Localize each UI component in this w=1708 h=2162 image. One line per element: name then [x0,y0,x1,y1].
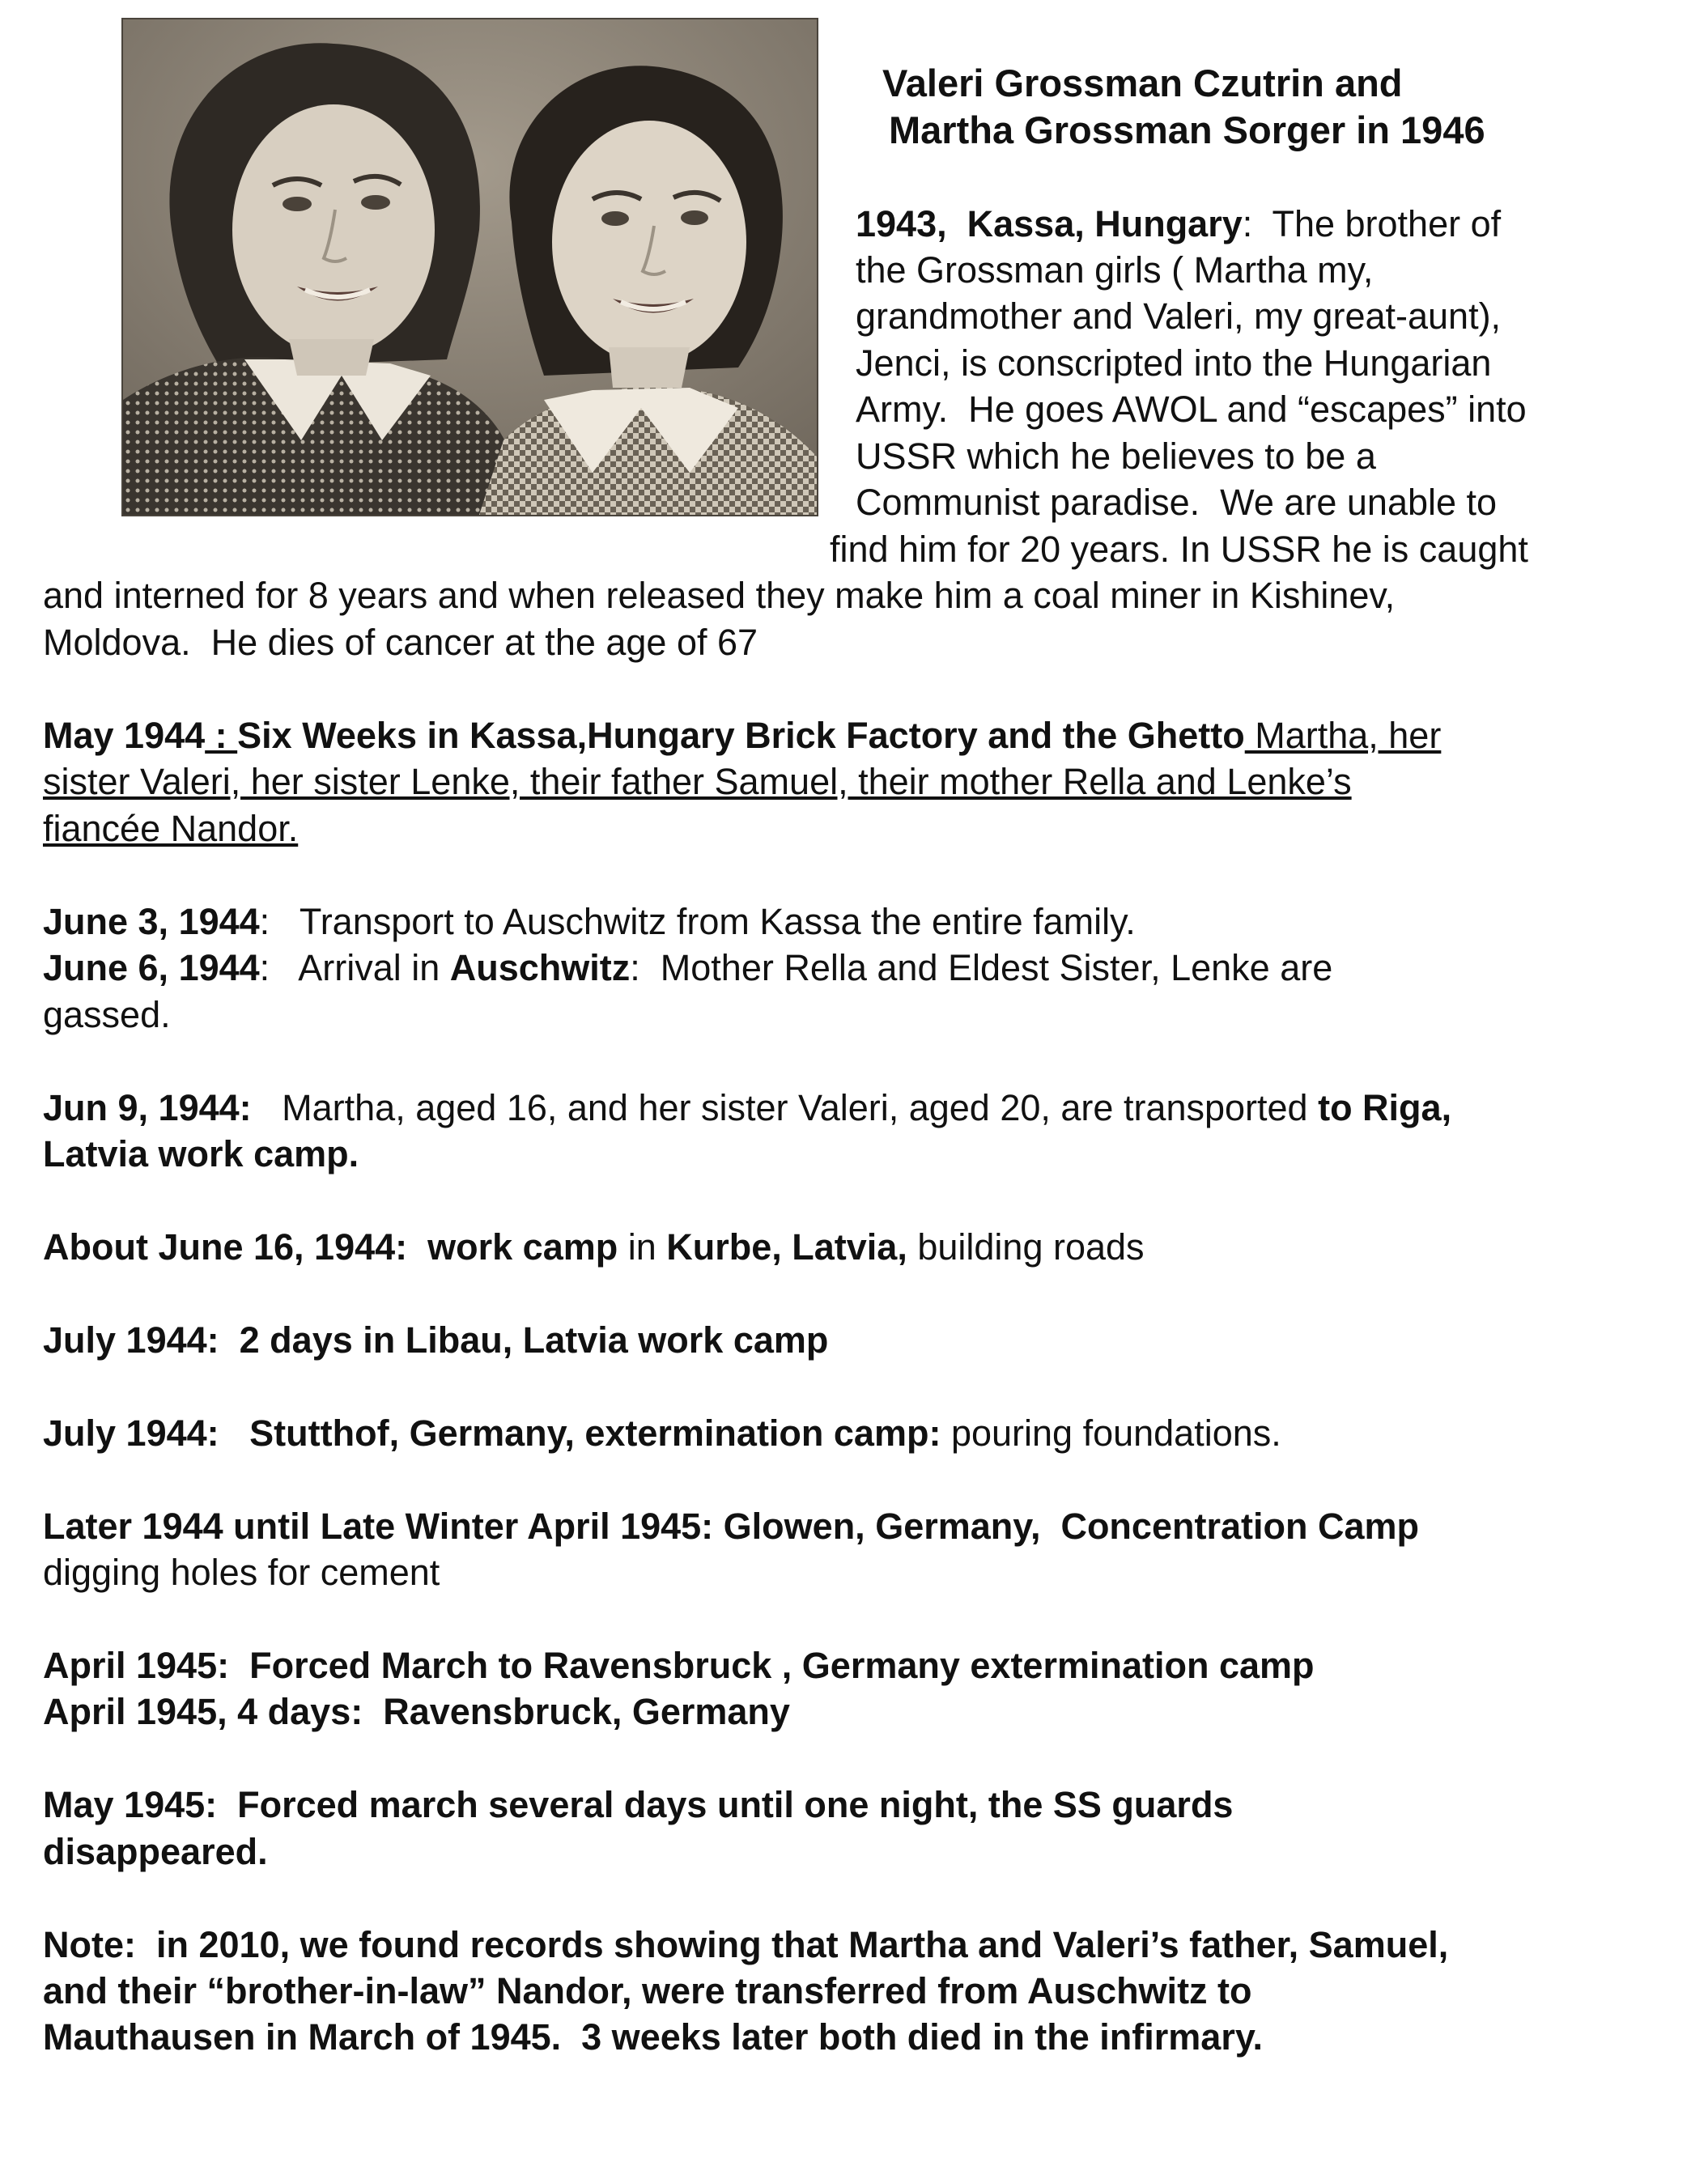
entry-june-6-date: June 6, 1944 [43,947,260,988]
entry-may-1945-line-2: disappeared. [43,1831,268,1872]
entry-july-stutthof-post: pouring foundations. [941,1412,1281,1454]
entry-april-1945-line-2: April 1945, 4 days: Ravensbruck, Germany [43,1691,790,1732]
entry-june-6-pre: Arrival in [270,947,450,988]
entry-jun-9-1944-line-1 [43,1085,1451,1132]
entry-may-1944-line-1 [43,712,1441,759]
portrait-photo [121,18,818,516]
entry-jun-9-1944-line-2: Latvia work camp. [43,1133,359,1174]
entry-later-1944-line-1: Later 1944 until Late Winter April 1945: Glowen, Germany, Concentration Camp [43,1506,1419,1547]
entry-june-6-1944-line-1 [43,945,1332,992]
entry-may-1944-separator: : [205,715,238,756]
entry-june-3-date: June 3, 1944 [43,901,260,942]
entry-1943-line-7: Communist paradise. We are unable to [856,482,1498,523]
entry-jun-9-destination: to Riga, [1318,1087,1452,1128]
entry-july-1944-libau: July 1944: 2 days in Libau, Latvia work camp [43,1319,829,1361]
entry-june-3-separator: : [259,901,270,942]
entry-may-1945-line-1: May 1945: Forced march several days until one night, the SS guards [43,1784,1234,1825]
entry-1943-line-3: grandmother and Valeri, my great-aunt), [856,295,1502,337]
entry-may-1944-date: May 1944 [43,715,206,756]
document-title [882,60,1485,154]
entry-june-6-separator: : [259,947,270,988]
entry-june-16-date: About June 16, 1944: work camp [43,1226,618,1268]
entry-june-3-text: Transport to Auschwitz from Kassa the entire family. [270,901,1136,942]
entry-june-6-post: : Mother Rella and Eldest Sister, Lenke are [630,947,1333,988]
note-line-2: and their “brother-in-law” Nandor, were transferred from Auschwitz to [43,1970,1252,2011]
entry-june-16-place: Kurbe, Latvia, [666,1226,907,1268]
entry-june-6-1944-line-2: gassed. [43,994,171,1035]
entry-june-16-mid: in [618,1226,667,1268]
entry-1943-line-1 [856,201,1501,248]
note-line-3: Mauthausen in March of 1945. 3 weeks later both died in the infirmary. [43,2016,1264,2058]
entry-1943-line-9: and interned for 8 years and when released they make him a coal miner in Kishinev, [43,575,1396,616]
entry-1943-line-4: Jenci, is conscripted into the Hungarian [856,342,1492,384]
title-line-2: Martha Grossman Sorger in 1946 [889,108,1485,151]
entry-1943-line-10: Moldova. He dies of cancer at the age of 67 [43,622,758,663]
portrait-illustration [123,19,817,515]
entry-jun-9-date: Jun 9, 1944: [43,1087,252,1128]
entry-june-3-1944 [43,898,1136,945]
entry-1943-line-2: the Grossman girls ( Martha my, [856,249,1374,291]
entry-april-1945-line-1: April 1945: Forced March to Ravensbruck , Germany extermination camp [43,1645,1315,1686]
note-line-1: Note: in 2010, we found records showing that Martha and Valeri’s father, Samuel, [43,1924,1449,1965]
entry-july-1944-stutthof [43,1410,1281,1457]
entry-july-stutthof-bold: July 1944: Stutthof, Germany, extermination camp: [43,1412,941,1454]
entry-1943-line-6: USSR which he believes to be a [856,435,1376,477]
entry-jun-9-text: Martha, aged 16, and her sister Valeri, aged 20, are transported [251,1087,1319,1128]
entry-june-16-1944 [43,1224,1145,1271]
entry-may-1944-line-2: sister Valeri, her sister Lenke, their father Samuel, their mother Rella and Lenke’s [43,761,1352,802]
entry-1943-separator: : [1242,203,1253,244]
entry-may-1944-text-1: Martha, her [1244,715,1442,756]
entry-1943-line-8: find him for 20 years. In USSR he is caught [830,529,1528,570]
title-line-1: Valeri Grossman Czutrin and [882,62,1403,104]
entry-may-1944-heading: Six Weeks in Kassa,Hungary Brick Factory and the Ghetto [237,715,1245,756]
entry-1943-text-1: The brother of [1252,203,1502,244]
entry-1943-line-5: Army. He goes AWOL and “escapes” into [856,389,1527,430]
entry-june-6-place: Auschwitz [449,947,631,988]
entry-later-1944-line-2: digging holes for cement [43,1552,440,1593]
entry-1943-date: 1943, Kassa, Hungary [856,203,1243,244]
entry-june-16-post: building roads [907,1226,1145,1268]
entry-may-1944-line-3: fiancée Nandor. [43,808,299,849]
